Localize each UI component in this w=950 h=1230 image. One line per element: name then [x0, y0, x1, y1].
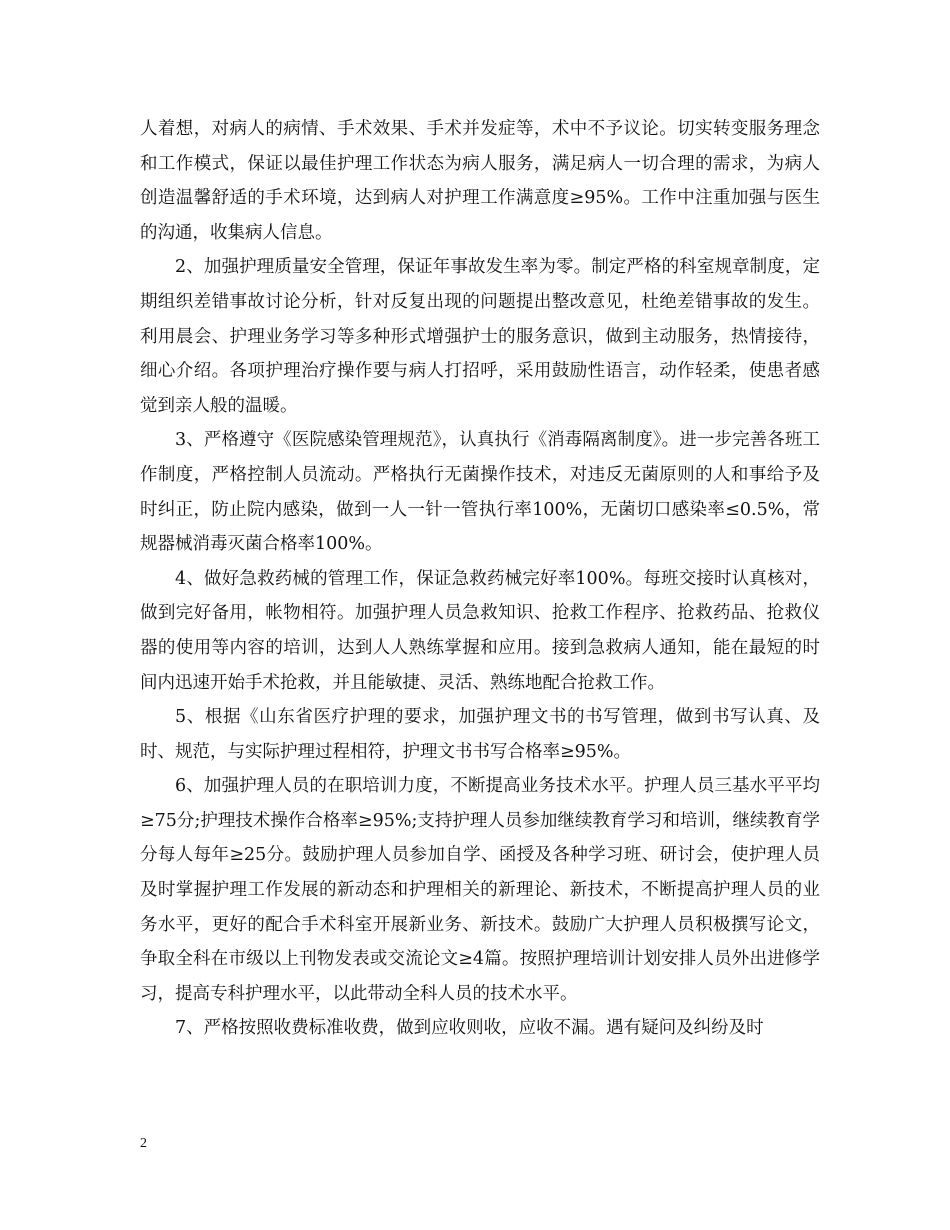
paragraph-2: 3、严格遵守《医院感染管理规范》，认真执行《消毒隔离制度》。进一步完善各班工作制度，严格控制人员流动。严格执行无菌操作技术，对违反无菌原则的人和事给予及时纠正，防止院内感染，做到一人一针一管执行率100%，无菌切口感染率≤0.5%，常规器械消毒灭菌合格率100%。	[140, 430, 820, 555]
paragraph-5: 6、加强护理人员的在职培训力度，不断提高业务技术水平。护理人员三基水平平均≥75分;护理技术操作合格率≥95%;支持护理人员参加继续教育学习和培训，继续教育学分每人每年≥25分。鼓励护理人员参加自学、函授及各种学习班、研讨会，使护理人员及时掌握护理工作发展的新动态和护理相关的新理论、新技术，不断提高护理人员的业务水平，更好的配合手术科室开展新业务、新技术。鼓励广大护理人员积极撰写论文，争取全科在市级以上刊物发表或交流论文≥4篇。按照护理培训计划安排人员外出进修学习，提高专科护理水平，以此带动全科人员的技术水平。	[140, 776, 820, 1004]
paragraph-4: 5、根据《山东省医疗护理的要求，加强护理文书的书写管理，做到书写认真、及时、规范，与实际护理过程相符，护理文书书写合格率≥95%。	[140, 707, 820, 762]
paragraph-1: 2、加强护理质量安全管理，保证年事故发生率为零。制定严格的科室规章制度，定期组织差错事故讨论分析，针对反复出现的问题提出整改意见，杜绝差错事故的发生。利用晨会、护理业务学习等多种形式增强护士的服务意识，做到主动服务，热情接待，细心介绍。各项护理治疗操作要与病人打招呼，采用鼓励性语言，动作轻柔，使患者感觉到亲人般的温暖。	[140, 257, 820, 416]
document-body	[140, 112, 820, 1046]
paragraph-3: 4、做好急救药械的管理工作，保证急救药械完好率100%。每班交接时认真核对，做到完好备用，帐物相符。加强护理人员急救知识、抢救工作程序、抢救药品、抢救仪器的使用等内容的培训，达到人人熟练掌握和应用。接到急救病人通知，能在最短的时间内迅速开始手术抢救，并且能敏捷、灵活、熟练地配合抢救工作。	[140, 568, 820, 693]
paragraph-0: 人着想，对病人的病情、手术效果、手术并发症等，术中不予议论。切实转变服务理念和工作模式，保证以最佳护理工作状态为病人服务，满足病人一切合理的需求，为病人创造温馨舒适的手术环境，达到病人对护理工作满意度≥95%。工作中注重加强与医生的沟通，收集病人信息。	[140, 119, 820, 243]
page-number: 2	[140, 1136, 147, 1151]
paragraph-6: 7、严格按照收费标准收费，做到应收则收，应收不漏。遇有疑问及纠纷及时	[175, 1018, 764, 1039]
